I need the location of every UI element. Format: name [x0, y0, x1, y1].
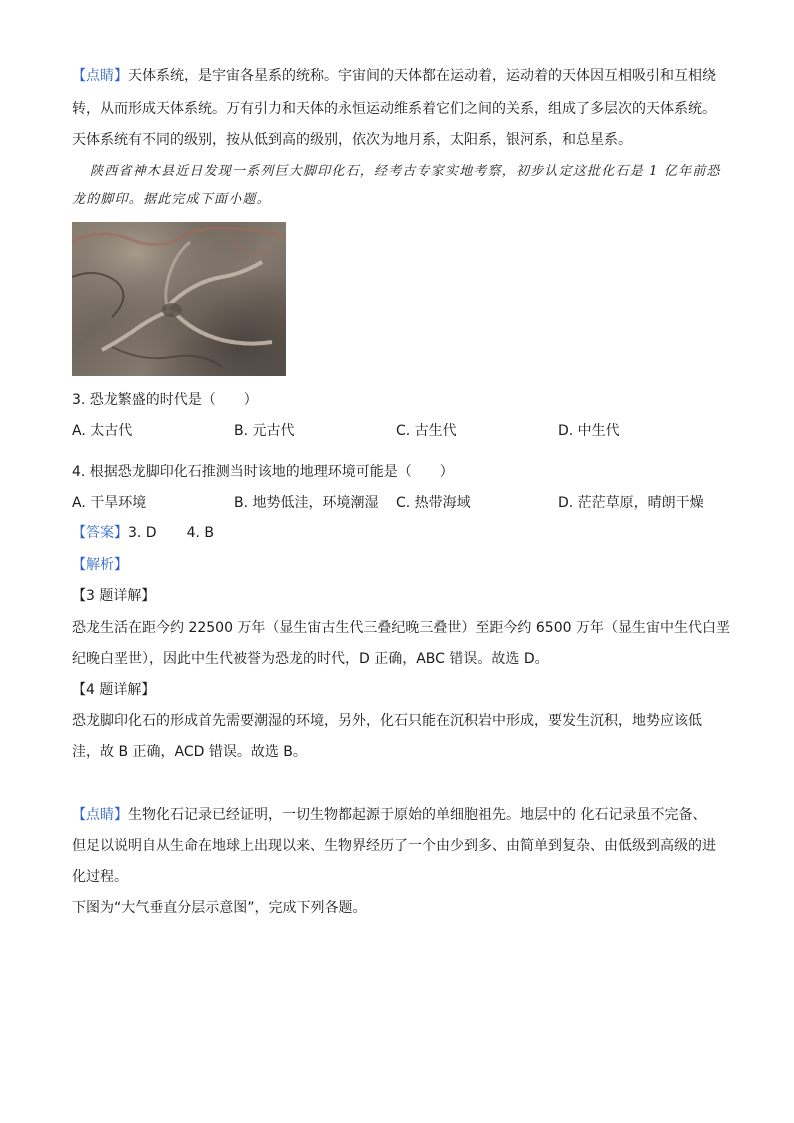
dinosaur-footprint-fossil-photo: [72, 222, 286, 376]
answer-3: 3. D: [128, 525, 157, 541]
d3-tag: 【3 题详解】: [72, 588, 156, 604]
tip1-line1: 【点睛】天体系统，是宇宙各星系的统称。宇宙间的天体都在运动着，运动着的天体因互相吸引和互相绕: [72, 68, 716, 84]
q3-option-c: C. 古生代: [396, 423, 457, 439]
d4-line1: 恐龙脚印化石的形成首先需要潮湿的环境，另外，化石只能在沉积岩中形成，要发生沉积，地势应该低: [72, 713, 702, 729]
tip1-tag: 【点睛】: [72, 68, 128, 84]
tip1-line3: 天体系统有不同的级别，按从低到高的级别，依次为地月系，太阳系，银河系，和总星系。: [72, 132, 632, 148]
intro-line2: 龙的脚印。据此完成下面小题。: [72, 192, 271, 207]
answer-4: 4. B: [186, 525, 215, 541]
tip2-tag: 【点睛】: [72, 807, 128, 823]
d4-line2: 洼，故 B 正确，ACD 错误。故选 B。: [72, 744, 307, 760]
q4-stem: 4. 根据恐龙脚印化石推测当时该地的地理环境可能是（ ）: [72, 464, 454, 480]
tip1-line2: 转，从而形成天体系统。万有引力和天体的永恒运动维系着它们之间的关系，组成了多层次的天体系统。: [72, 101, 716, 117]
fossil-illustration: [72, 222, 286, 376]
q3-stem: 3. 恐龙繁盛的时代是（ ）: [72, 392, 258, 408]
answer-tag: 【答案】: [72, 525, 128, 541]
tip2-line2: 但足以说明自从生命在地球上出现以来、生物界经历了一个由少到多、由简单到复杂、由低级到高级的进: [72, 838, 716, 854]
q4-option-b: B. 地势低洼，环境潮湿: [234, 495, 379, 511]
analysis-tag: 【解析】: [72, 557, 128, 573]
tip2-line1: 【点睛】生物化石记录已经证明，一切生物都起源于原始的单细胞祖先。地层中的 化石记录虽不完备、: [72, 807, 707, 823]
answer-line: [72, 523, 214, 543]
q3-option-b: B. 元古代: [234, 423, 295, 439]
tip2-line3: 化过程。: [72, 869, 128, 885]
intro-line1: 陕西省神木县近日发现一系列巨大脚印化石，经考古专家实地考察，初步认定这批化石是 1 亿年前恐: [90, 164, 721, 179]
next-intro: 下图为“大气垂直分层示意图”，完成下列各题。: [72, 900, 367, 916]
q4-option-c: C. 热带海域: [396, 495, 471, 511]
d4-tag: 【4 题详解】: [72, 682, 156, 698]
q3-option-d: D. 中生代: [558, 423, 620, 439]
q4-option-a: A. 干旱环境: [72, 495, 147, 511]
q3-option-a: A. 太古代: [72, 423, 133, 439]
d3-line2: 纪晚白垩世），因此中生代被誉为恐龙的时代，D 正确，ABC 错误。故选 D。: [72, 651, 549, 667]
q4-option-d: D. 茫茫草原，晴朗干燥: [558, 495, 704, 511]
d3-line1: 恐龙生活在距今约 22500 万年（显生宙古生代三叠纪晚三叠世）至距今约 6500 万年（显生宙中生代白垩: [72, 620, 730, 636]
